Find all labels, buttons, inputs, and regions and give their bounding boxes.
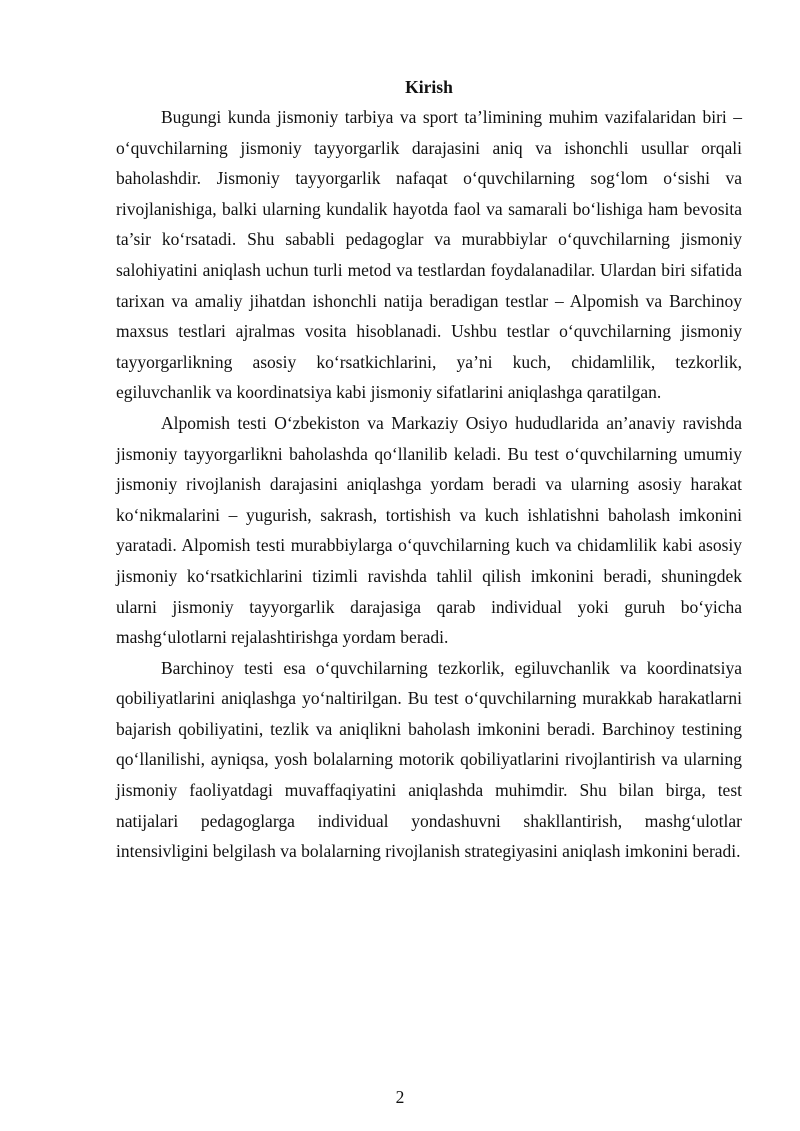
section-title: Kirish xyxy=(405,77,453,97)
page-number: 2 xyxy=(395,1087,405,1107)
page-content xyxy=(116,72,742,867)
paragraph-intro: Bugungi kunda jismoniy tarbiya va sport ta’limining muhim vazifalaridan biri – o‘quvchilarning jismoniy tayyorgarlik darajasini aniq va ishonchli usullar orqali baholashdir. Jismoniy tayyorgarlik nafaqat o‘quvchilarning sog‘lom o‘sishi va rivojlanishiga, balki ularning kundalik hayotda faol va samarali bo‘lishiga ham bevosita ta’sir ko‘rsatadi. Shu sababli pedagoglar va murabbiylar o‘quvchilarning jismoniy salohiyatini aniqlash uchun turli metod va testlardan foydalanadilar. Ulardan biri sifatida tarixan va amaliy jihatdan ishonchli natija beradigan testlar – Alpomish va Barchinoy maxsus testlari ajralmas vosita hisoblanadi. Ushbu testlar o‘quvchilarning jismoniy tayyorgarlikning asosiy ko‘rsatkichlarini, ya’ni kuch, chidamlilik, tezkorlik, egiluvchanlik va koordinatsiya kabi jismoniy sifatlarini aniqlashga qaratilgan. xyxy=(116,107,742,403)
paragraph-alpomish: Alpomish testi O‘zbekiston va Markaziy Osiyo hududlarida an’anaviy ravishda jismoniy tayyorgarlikni baholashda qo‘llanilib keladi. Bu test o‘quvchilarning umumiy jismoniy rivojlanish darajasini aniqlashga yordam beradi va ularning asosiy harakat ko‘nikmalarini – yugurish, sakrash, tortishish va kuch ishlatishni baholash imkonini yaratadi. Alpomish testi murabbiylarga o‘quvchilarning kuch va chidamlilik kabi asosiy jismoniy ko‘rsatkichlarini tizimli ravishda tahlil qilish imkonini beradi, shuningdek ularni jismoniy tayyorgarlik darajasiga qarab individual yoki guruh bo‘yicha mashg‘ulotlarni rejalashtirishga yordam beradi. xyxy=(116,412,742,648)
paragraph-barchinoy: Barchinoy testi esa o‘quvchilarning tezkorlik, egiluvchanlik va koordinatsiya qobiliyatlarini aniqlashga yo‘naltirilgan. Bu test o‘quvchilarning murakkab harakatlarni bajarish qobiliyatini, tezlik va aniqlikni baholash imkonini beradi. Barchinoy testining qo‘llanilishi, ayniqsa, yosh bolalarning motorik qobiliyatlarini rivojlantirish va ularning jismoniy faoliyatdagi muvaffaqiyatini aniqlashda muhimdir. Shu bilan birga, test natijalari pedagoglarga individual yondashuvni shakllantirish, mashg‘ulotlar intensivligini belgilash va bolalarning rivojlanish strategiyasini aniqlash imkonini beradi. xyxy=(116,657,742,862)
